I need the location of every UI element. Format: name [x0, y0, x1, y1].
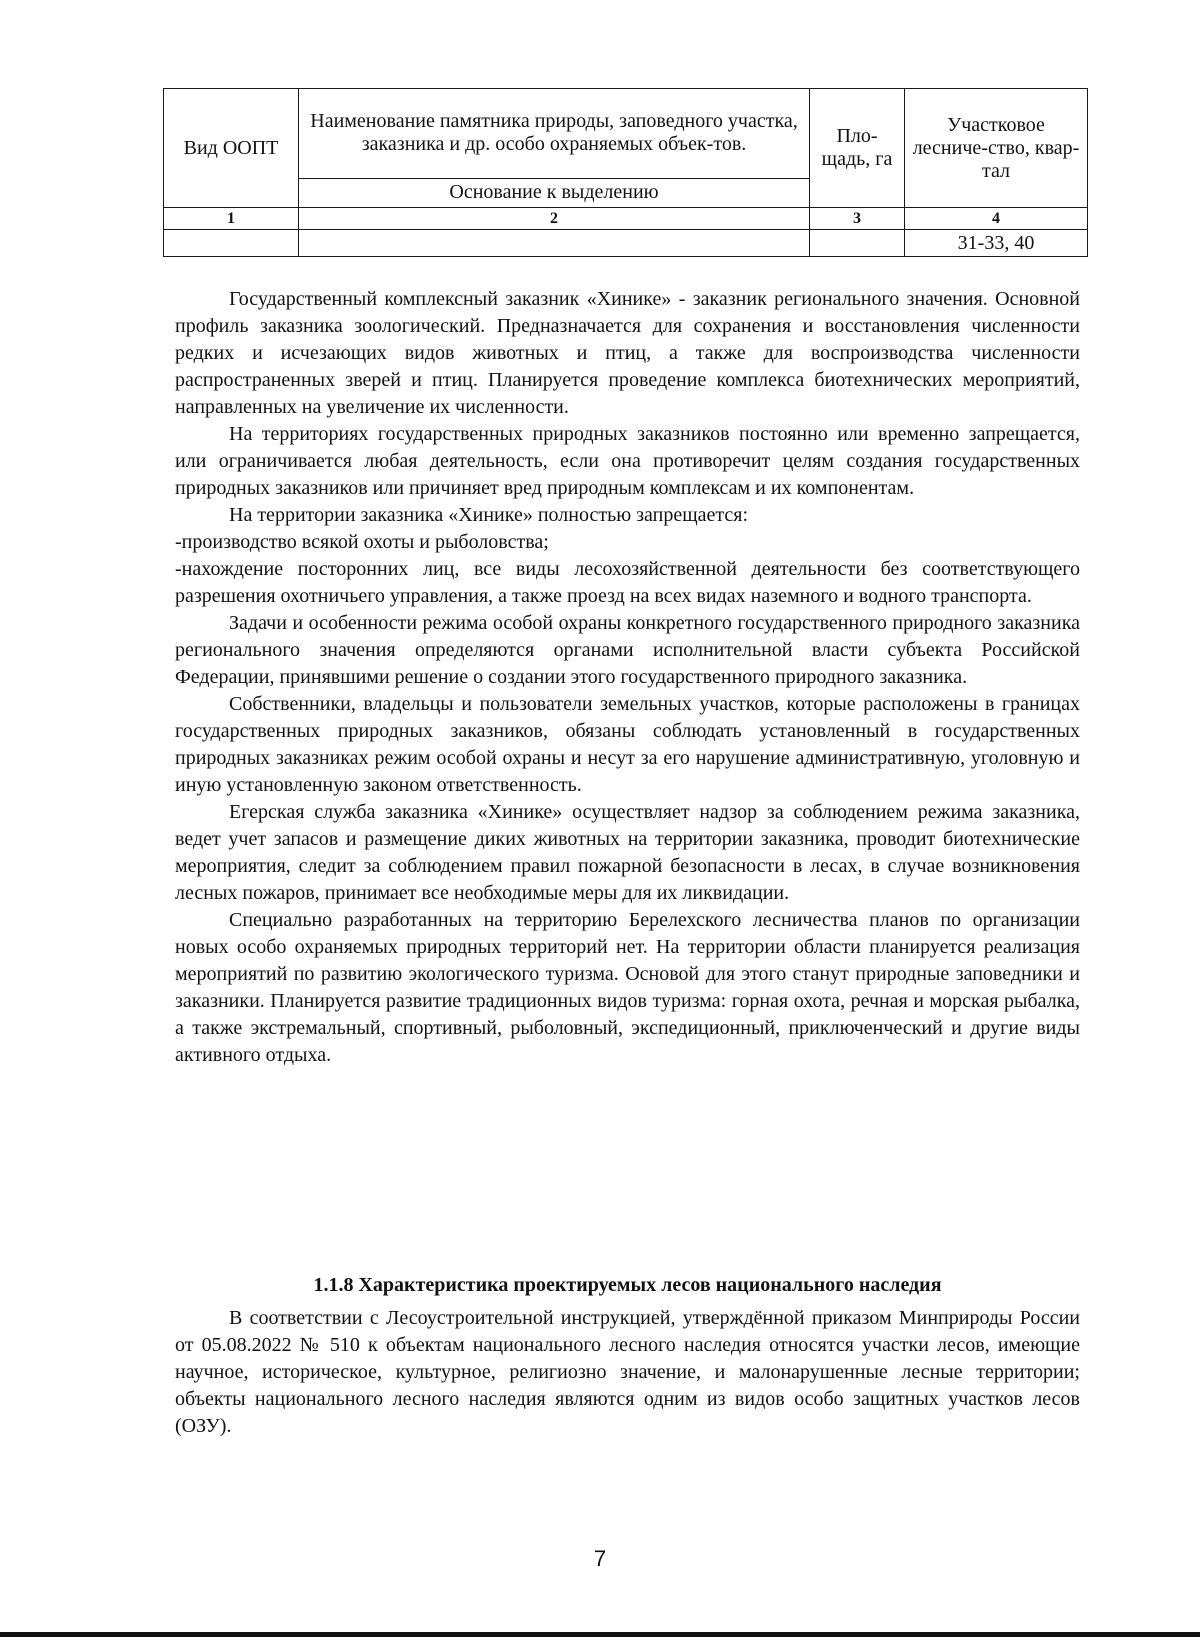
table-header-row	[164, 89, 1088, 179]
section-heading: 1.1.8 Характеристика проектируемых лесов национального наследия	[313, 1274, 942, 1296]
header-oopt-type: Вид ООПТ	[164, 89, 299, 208]
paragraph-ecotourism: Специально разработанных на территорию Берелехского лесничества планов по организации новых особо охраняемых природных территорий нет. На территории области планируется реализация мероприятий по развитию экологического туризма. Основой для этого станут природные заповедники и заказники. Планируется развитие традиционных видов туризма: горная охота, речная и морская рыбалка, а также экстремальный, спортивный, рыболовный, экспедиционный, приключенческий и другие виды активного отдыха.	[175, 909, 1080, 1066]
cell-object-name	[299, 230, 810, 257]
paragraph-prohibited-intro: На территории заказника «Хинике» полностью запрещается:	[229, 504, 749, 526]
header-object-name: Наименование памятника природы, заповедного участка, заказника и др. особо охраняемых объек-тов.	[299, 89, 810, 179]
bottom-divider	[0, 1632, 1200, 1637]
paragraph-reserve-restrictions: На территориях государственных природных заказников постоянно или временно запрещается, или ограничивается любая деятельность, если она противоречит целям создания государственных природных заказников или причиняет вред природным комплексам и их компонентам.	[175, 423, 1080, 499]
column-number-1: 1	[164, 208, 299, 230]
column-number-3: 3	[810, 208, 905, 230]
paragraph-protection-regime: Задачи и особенности режима особой охраны конкретного государственного природного заказника регионального значения определяются органами исполнительной власти субъекта Российской Федерации, принявшими решение о создании этого государственного природного заказника.	[175, 612, 1080, 688]
table-column-numbers-row	[164, 208, 1088, 230]
paragraph-landowners: Собственники, владельцы и пользователи земельных участков, которые расположены в границах государственных природных заказников, обязаны соблюдать установленный в государственных природных заказниках режим особой охраны и несут за его нарушение административную, уголовную и иную установленную законом ответственность.	[175, 693, 1080, 796]
cell-oopt-type	[164, 230, 299, 257]
column-number-4: 4	[905, 208, 1088, 230]
section-body	[175, 1305, 1080, 1440]
body-text	[175, 286, 1080, 1069]
table-row	[164, 230, 1088, 257]
paragraph-ranger-service: Егерская служба заказника «Хинике» осуществляет надзор за соблюдением режима заказника, ведет учет запасов и размещение диких животных на территории заказника, проводит биотехнические мероприятия, следит за соблюдением правил пожарной безопасности в лесах, в случае возникновения лесных пожаров, принимает все необходимые меры для их ликвидации.	[175, 801, 1080, 904]
paragraph-reserve-description: Государственный комплексный заказник «Хинике» - заказник регионального значения. Основной профиль заказника зоологический. Предназначается для сохранения и восстановления численности редких и исчезающих видов животных и птиц, а также для воспроизводства численности распространенных зверей и птиц. Планируется проведение комплекса биотехнических мероприятий, направленных на увеличение их численности.	[175, 288, 1080, 418]
column-number-2: 2	[299, 208, 810, 230]
header-forestry-quarter: Участковое лесниче-ство, квар-тал	[905, 89, 1088, 208]
page-number: 7	[593, 1546, 607, 1571]
cell-forestry-quarter: 31-33, 40	[905, 230, 1088, 257]
header-area: Пло-щадь, га	[810, 89, 905, 208]
list-item: -производство всякой охоты и рыболовства;	[175, 531, 549, 553]
paragraph-national-heritage: В соответствии с Лесоустроительной инструкцией, утверждённой приказом Минприроды России от 05.08.2022 № 510 к объектам национального лесного наследия относятся участки лесов, имеющие научное, историческое, культурное, религиозно значение, и малонарушенные лесные территории; объекты национального лесного наследия являются одним из видов особо защитных участков лесов (ОЗУ).	[175, 1307, 1080, 1437]
list-item: -нахождение посторонних лиц, все виды лесохозяйственной деятельности без соответствующего разрешения охотничьего управления, а также проезд на всех видах наземного и водного транспорта.	[175, 558, 1080, 607]
cell-area	[810, 230, 905, 257]
oopt-table	[163, 88, 1088, 257]
header-selection-basis: Основание к выделению	[299, 178, 810, 207]
